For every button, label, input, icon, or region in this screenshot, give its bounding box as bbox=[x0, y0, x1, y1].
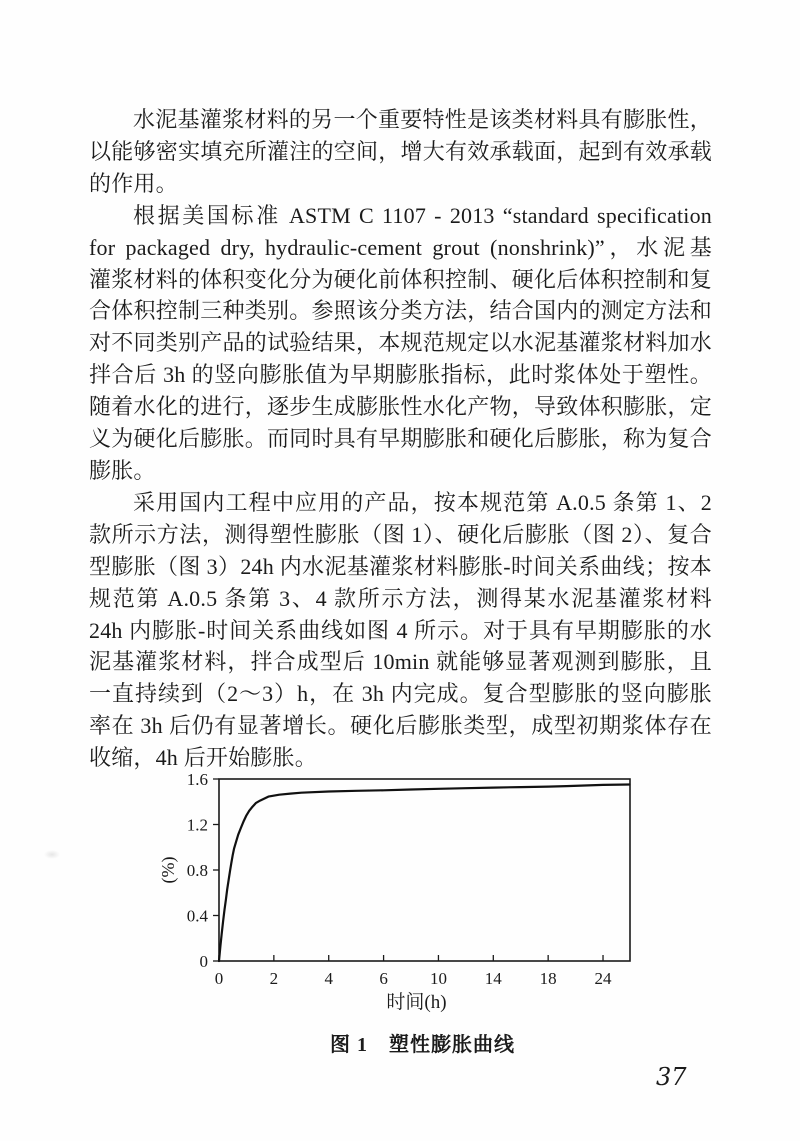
svg-text:1.6: 1.6 bbox=[186, 770, 208, 789]
text-line: 对不同类别产品的试验结果，本规范规定以水泥基灌浆材料加水 bbox=[89, 330, 712, 356]
text-line: 随着水化的进行，逐步生成膨胀性水化产物，导致体积膨胀，定 bbox=[89, 394, 712, 420]
text-line: 率在 3h 后仍有显著增长。硬化后膨胀类型，成型初期浆体存在 bbox=[89, 713, 712, 739]
text-line: 泥基灌浆材料，拌合成型后 10min 就能够显著观测到膨胀，且 bbox=[89, 649, 712, 675]
text-line: 义为硬化后膨胀。而同时具有早期膨胀和硬化后膨胀，称为复合 bbox=[89, 426, 712, 452]
svg-text:0: 0 bbox=[199, 952, 208, 971]
svg-text:0.4: 0.4 bbox=[186, 906, 208, 926]
text-line: 型膨胀（图 3）24h 内水泥基灌浆材料膨胀-时间关系曲线；按本 bbox=[89, 553, 712, 579]
svg-text:时间(h): 时间(h) bbox=[386, 992, 447, 1013]
svg-text:24: 24 bbox=[594, 969, 612, 988]
svg-text:2: 2 bbox=[269, 969, 279, 988]
svg-text:0: 0 bbox=[214, 969, 224, 988]
svg-text:1.2: 1.2 bbox=[186, 815, 208, 835]
figure-1 bbox=[150, 758, 695, 1016]
text-line: 以能够密实填充所灌注的空间，增大有效承载面，起到有效承载 bbox=[89, 138, 712, 164]
text-line: 水泥基灌浆材料的另一个重要特性是该类材料具有膨胀性， bbox=[133, 107, 712, 132]
scan-artifact bbox=[44, 850, 60, 859]
text-line: 根据美国标准 ASTM C 1107 - 2013 “standard specification bbox=[133, 202, 712, 228]
svg-text:4: 4 bbox=[324, 969, 333, 988]
body-text bbox=[89, 104, 712, 774]
expansion-curve-chart bbox=[150, 758, 695, 1016]
text-line: 灌浆材料的体积变化分为硬化前体积控制、硬化后体积控制和复 bbox=[89, 266, 712, 292]
figure-caption: 图 1 塑性膨胀曲线 bbox=[330, 1034, 515, 1056]
text-line: 款所示方法，测得塑性膨胀（图 1）、硬化后膨胀（图 2）、复合 bbox=[89, 521, 712, 547]
page-number: 37 bbox=[656, 1063, 687, 1091]
text-line: for packaged dry, hydraulic-cement grout (nonshrink)”，水泥基 bbox=[89, 234, 712, 260]
svg-text:0.8: 0.8 bbox=[186, 861, 208, 880]
text-line: 膨胀。 bbox=[89, 457, 156, 483]
text-line: 拌合后 3h 的竖向膨胀值为早期膨胀指标，此时浆体处于塑性。 bbox=[89, 362, 712, 388]
text-line: 收缩，4h 后开始膨胀。 bbox=[89, 745, 317, 771]
text-line: 24h 内膨胀-时间关系曲线如图 4 所示。对于具有早期膨胀的水 bbox=[89, 617, 712, 643]
svg-text:6: 6 bbox=[379, 969, 388, 988]
text-line: 采用国内工程中应用的产品，按本规范第 A.0.5 条第 1、2 bbox=[133, 489, 712, 515]
svg-text:10: 10 bbox=[429, 969, 447, 988]
text-line: 合体积控制三种类别。参照该分类方法，结合国内的测定方法和 bbox=[89, 298, 712, 324]
svg-text:18: 18 bbox=[539, 969, 557, 988]
text-line: 一直持续到（2～3）h，在 3h 内完成。复合型膨胀的竖向膨胀 bbox=[89, 681, 712, 707]
svg-text:14: 14 bbox=[484, 969, 502, 988]
svg-text:(%): (%) bbox=[158, 856, 178, 884]
text-line: 的作用。 bbox=[89, 170, 178, 196]
text-line: 规范第 A.0.5 条第 3、4 款所示方法，测得某水泥基灌浆材料 bbox=[89, 585, 712, 611]
